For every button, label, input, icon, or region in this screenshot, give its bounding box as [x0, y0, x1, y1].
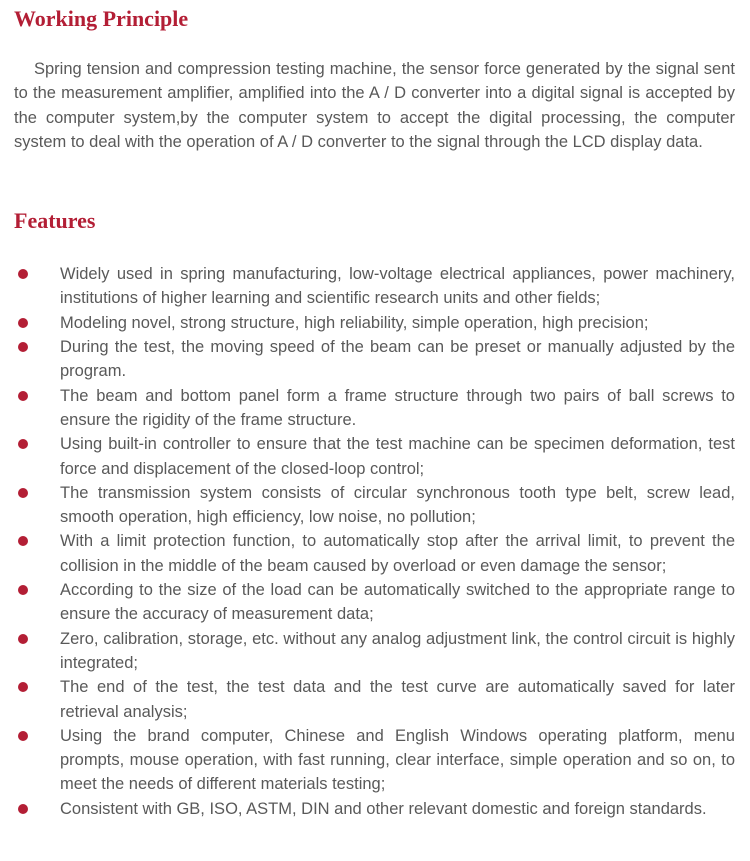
bullet-icon [18, 804, 28, 814]
bullet-icon [18, 269, 28, 279]
bullet-icon [18, 318, 28, 328]
bullet-icon [18, 439, 28, 449]
feature-item-text: Using the brand computer, Chinese and English Windows operating platform, menu prompts, mouse operation, with fast running, clear interface, simple operation and so on, to meet the needs of different materials testing; [60, 726, 735, 794]
feature-item-text: Zero, calibration, storage, etc. without any analog adjustment link, the control circuit is highly integrated; [60, 629, 735, 672]
feature-item-text: The beam and bottom panel form a frame structure through two pairs of ball screws to ensure the rigidity of the frame structure. [60, 386, 735, 429]
feature-item-text: The end of the test, the test data and the test curve are automatically saved for later retrieval analysis; [60, 678, 735, 721]
feature-list-item [14, 481, 735, 530]
feature-item-text: Consistent with GB, ISO, ASTM, DIN and other relevant domestic and foreign standards. [60, 799, 707, 818]
bullet-icon [18, 342, 28, 352]
bullet-icon [18, 391, 28, 401]
feature-item-text: Using built-in controller to ensure that the test machine can be specimen deformation, test force and displacement of the closed-loop control; [60, 435, 735, 478]
features-heading: Features [14, 208, 96, 234]
feature-item-text: According to the size of the load can be automatically switched to the appropriate range to ensure the accuracy of measurement data; [60, 581, 735, 624]
feature-item-text: During the test, the moving speed of the beam can be preset or manually adjusted by the program. [60, 338, 735, 381]
bullet-icon [18, 682, 28, 692]
feature-list-item [14, 797, 735, 821]
feature-item-text: With a limit protection function, to automatically stop after the arrival limit, to prevent the collision in the middle of the beam caused by overload or even damage the sensor; [60, 532, 735, 575]
feature-list-item [14, 724, 735, 797]
feature-list-item [14, 432, 735, 481]
feature-list-item [14, 675, 735, 724]
feature-list-item [14, 262, 735, 311]
working-principle-paragraph: Spring tension and compression testing machine, the sensor force generated by the signal sent to the measurement amplifier, amplified into the A / D converter into a digital signal is accepted by the computer system,by the computer system to accept the digital processing, the computer system to deal with the operation of A / D converter to the signal through the LCD display data. [14, 60, 735, 151]
bullet-icon [18, 585, 28, 595]
bullet-icon [18, 731, 28, 741]
feature-item-text: Widely used in spring manufacturing, low-voltage electrical appliances, power machinery, institutions of higher learning and scientific research units and other fields; [60, 265, 735, 308]
bullet-icon [18, 536, 28, 546]
bullet-icon [18, 634, 28, 644]
working-principle-heading: Working Principle [14, 6, 189, 31]
feature-list-item [14, 384, 735, 433]
feature-item-text: Modeling novel, strong structure, high reliability, simple operation, high precision; [60, 313, 649, 332]
feature-item-text: The transmission system consists of circular synchronous tooth type belt, screw lead, smooth operation, high efficiency, low noise, no pollution; [60, 483, 735, 527]
feature-list-item [14, 627, 735, 676]
feature-list-item [14, 529, 735, 578]
features-list [14, 262, 735, 821]
bullet-icon [18, 488, 28, 498]
feature-list-item [14, 335, 735, 384]
feature-list-item [14, 578, 735, 627]
feature-list-item [14, 311, 735, 335]
